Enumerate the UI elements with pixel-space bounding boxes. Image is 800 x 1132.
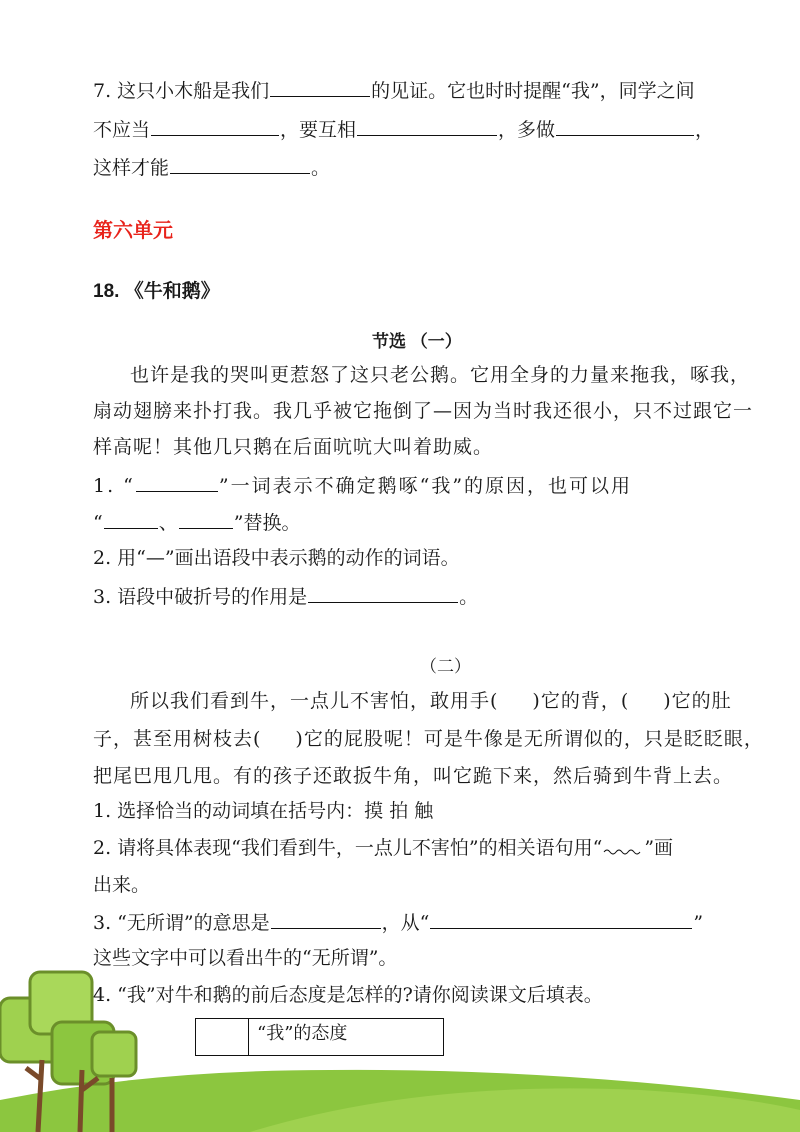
part2-heading: （二）	[420, 657, 471, 677]
part2-q2-line2: 出来。	[93, 874, 151, 896]
q7-line3: 这样才能 。	[93, 157, 331, 179]
lesson-title: 18. 《牛和鹅》	[93, 281, 220, 302]
part2-q3-line2: 这些文字中可以看出牛的“无所谓”。	[93, 947, 398, 969]
part1-para-line1: 也许是我的哭叫更惹怒了这只老公鹅。它用全身的力量来拖我，啄我，	[130, 364, 751, 386]
part1-q1-blank-1[interactable]	[136, 473, 218, 492]
part1-q1-blank-3[interactable]	[179, 510, 233, 529]
part1-para-line3: 样高呢！其他几只鹅在后面吭吭大叫着助威。	[93, 436, 494, 458]
q7-blank-4[interactable]	[556, 117, 694, 136]
table-row	[196, 1019, 444, 1056]
part2-para-line2: 子，甚至用树枝去( )它的屁股呢！可是牛像是无所谓似的，只是眨眨眼，	[93, 728, 764, 750]
part1-q2: 2. 用“—”画出语段中表示鹅的动作的词语。	[93, 547, 460, 569]
part2-q4: 4. “我”对牛和鹅的前后态度是怎样的?请你阅读课文后填表。	[93, 984, 603, 1006]
table-cell-empty[interactable]	[196, 1019, 249, 1056]
part2-para-line1: 所以我们看到牛，一点儿不害怕，敢用手( )它的背，( )它的肚	[130, 690, 732, 712]
part1-q1-blank-2[interactable]	[104, 510, 158, 529]
part2-q3-blank-2[interactable]	[430, 910, 692, 929]
part1-para-line2: 扇动翅膀来扑打我。我几乎被它拖倒了—因为当时我还很小，只不过跟它一	[93, 400, 754, 422]
part1-q1-line2: “ 、 ”替换。	[93, 512, 301, 534]
part2-q3-line1: 3. “无所谓”的意思是 ，从“ ”	[93, 912, 704, 934]
table-header-attitude: “我”的态度	[249, 1019, 444, 1056]
part1-q3-blank[interactable]	[308, 584, 458, 603]
part1-heading: 节选 （一）	[372, 332, 462, 351]
q7-line2: 不应当 ，要互相 ，多做 ，	[93, 119, 715, 141]
part2-q3-blank-1[interactable]	[271, 910, 381, 929]
tree-cluster	[0, 972, 136, 1084]
part1-q3: 3. 语段中破折号的作用是 。	[93, 586, 479, 608]
part1-q1-line1: 1. “ ”一词表示不确定鹅啄“我”的原因，也可以用	[93, 475, 633, 497]
wavy-underline-icon	[602, 842, 644, 856]
q7-blank-3[interactable]	[357, 117, 497, 136]
q7-blank-1[interactable]	[270, 78, 370, 97]
q7-line1: 7. 这只小木船是我们 的见证。它也时时提醒“我”，同学之间	[93, 80, 695, 102]
unit-title: 第六单元	[93, 220, 173, 242]
part2-q1: 1. 选择恰当的动词填在括号内：摸 拍 触	[93, 800, 434, 822]
part2-para-line3: 把尾巴甩几甩。有的孩子还敢扳牛角，叫它跪下来，然后骑到牛背上去。	[93, 765, 734, 787]
q7-blank-2[interactable]	[151, 117, 279, 136]
attitude-table	[195, 1018, 444, 1056]
q7-blank-5[interactable]	[170, 155, 310, 174]
part2-q2-line1: 2. 请将具体表现“我们看到牛，一点儿不害怕”的相关语句用“ ”画	[93, 837, 674, 859]
